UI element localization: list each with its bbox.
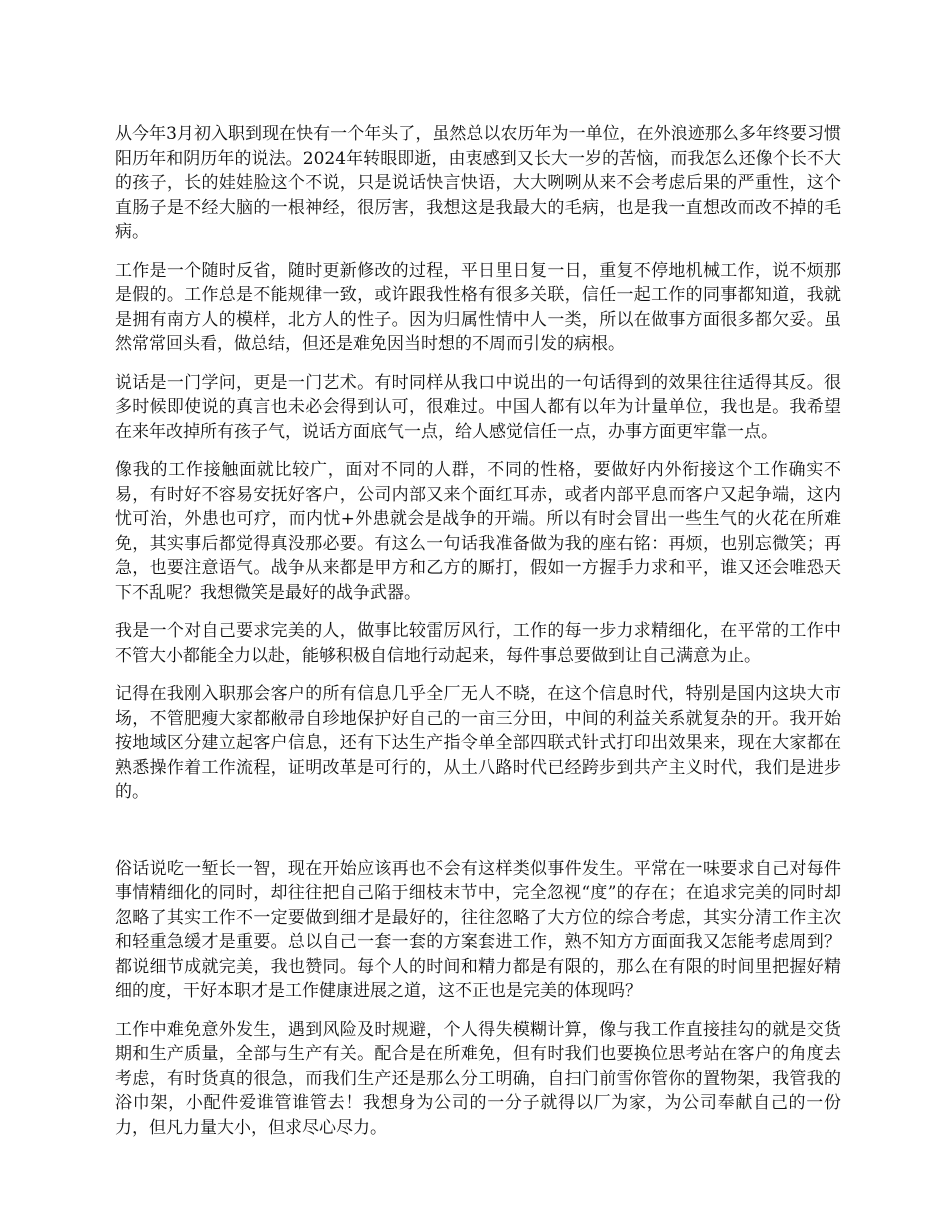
document-body	[115, 122, 841, 1154]
paragraph-6: 记得在我刚入职那会客户的所有信息几乎全厂无人不晓，在这个信息时代，特别是国内这块大市场，不管肥瘦大家都敝帚自珍地保护好自己的一亩三分田，中间的利益关系就复杂的开。我开始按地域区分建立起客户信息，还有下达生产指令单全部四联式针式打印出效果来，现在大家都在熟悉操作着工作流程，证明改革是可行的，从土八路时代已经跨步到共产主义时代，我们是进步的。	[115, 684, 841, 802]
paragraph-2: 工作是一个随时反省，随时更新修改的过程，平日里日复一日，重复不停地机械工作，说不烦那是假的。工作总是不能规律一致，或许跟我性格有很多关联，信任一起工作的同事都知道，我就是拥有南方人的模样，北方人的性子。因为归属性情中人一类，所以在做事方面很多都欠妥。虽然常常回头看，做总结，但还是难免因当时想的不周而引发的病根。	[115, 260, 841, 354]
section-gap	[115, 819, 841, 857]
paragraph-8: 工作中难免意外发生，遇到风险及时规避，个人得失模糊计算，像与我工作直接挂勾的就是交货期和生产质量，全部与生产有关。配合是在所难免，但有时我们也要换位思考站在客户的角度去考虑，有时货真的很急，而我们生产还是那么分工明确，自扫门前雪你管你的置物架，我管我的浴巾架，小配件爱谁管谁管去！我想身为公司的一分子就得以厂为家，为公司奉献自己的一份力，但凡力量大小，但求尽心尽力。	[115, 1019, 841, 1138]
paragraph-1: 从今年3月初入职到现在快有一个年头了，虽然总以农历年为一单位，在外浪迹那么多年终要习惯阳历年和阴历年的说法。2024年转眼即逝，由衷感到又长大一岁的苦恼，而我怎么还像个长不大的孩子，长的娃娃脸这个不说，只是说话快言快语，大大咧咧从来不会考虑后果的严重性，这个直肠子是不经大脑的一根神经，很厉害，我想这是我最大的毛病，也是我一直想改而改不掉的毛病。	[115, 124, 841, 242]
paragraph-4: 像我的工作接触面就比较广，面对不同的人群，不同的性格，要做好内外衔接这个工作确实不易，有时好不容易安抚好客户，公司内部又来个面红耳赤，或者内部平息而客户又起争端，这内忧可治，外患也可疗，而内忧+外患就会是战争的开端。所以有时会冒出一些生气的火花在所难免，其实事后都觉得真没那必要。有这么一句话我准备做为我的座右铭：再烦，也别忘微笑；再急，也要注意语气。战争从来都是甲方和乙方的厮打，假如一方握手力求和平，谁又还会唯恐天下不乱呢？我想微笑是最好的战争武器。	[115, 460, 841, 603]
paragraph-5: 我是一个对自己要求完美的人，做事比较雷厉风行，工作的每一步力求精细化，在平常的工作中不管大小都能全力以赴，能够积极自信地行动起来，每件事总要做到让自己满意为止。	[115, 621, 841, 666]
paragraph-7: 俗话说吃一堑长一智，现在开始应该再也不会有这样类似事件发生。平常在一味要求自己对每件事情精细化的同时，却往往把自己陷于细枝末节中，完全忽视“度”的存在；在追求完美的同时却忽略了其实工作不一定要做到细才是最好的，往往忽略了大方位的综合考虑，其实分清工作主次和轻重急缓才是重要。总以自己一套一套的方案套进工作，熟不知方方面面我又怎能考虑周到？都说细节成就完美，我也赞同。每个人的时间和精力都是有限的，那么在有限的时间里把握好精细的度，干好本职才是工作健康进展之道，这不正也是完美的体现吗？	[115, 858, 841, 1001]
paragraph-3: 说话是一门学问，更是一门艺术。有时同样从我口中说出的一句话得到的效果往往适得其反。很多时候即使说的真言也未必会得到认可，很难过。中国人都有以年为计量单位，我也是。我希望在来年改掉所有孩子气，说话方面底气一点，给人感觉信任一点，办事方面更牢靠一点。	[115, 372, 841, 442]
